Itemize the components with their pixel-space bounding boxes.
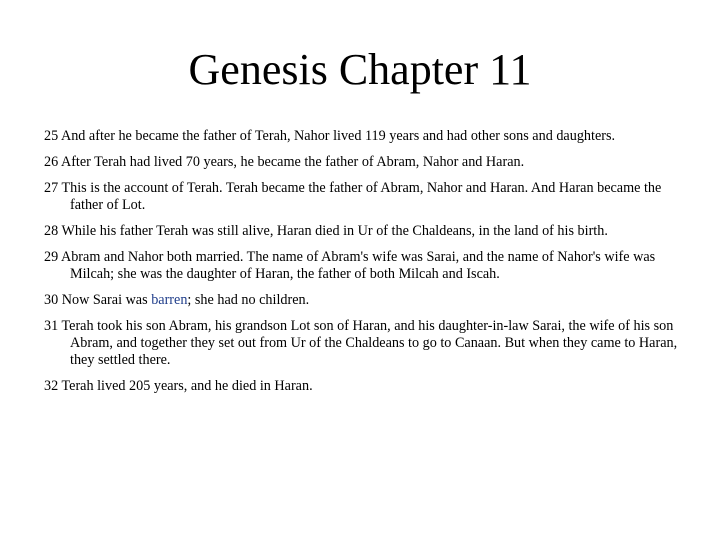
verse-number: 28	[44, 223, 59, 239]
verse-number: 26	[44, 154, 59, 170]
verse-27	[44, 180, 684, 214]
verse-29	[44, 249, 684, 283]
verse-text: Terah took his son Abram, his grandson Lot son of Haran, and his daughter-in-law Sarai, the wife of his son Abram, and together they set out from Ur of the Chaldeans to go to Canaan. But when they came to Haran, they settled there.	[61, 318, 678, 368]
highlighted-word: barren	[151, 292, 188, 308]
verse-26	[44, 154, 684, 171]
verse-number: 31	[44, 318, 59, 334]
verse-number: 30	[44, 292, 59, 308]
verse-number: 25	[44, 128, 59, 144]
verse-number: 32	[44, 378, 59, 394]
verse-text: This is the account of Terah. Terah became the father of Abram, Nahor and Haran. And Haran became the father of Lot.	[61, 180, 662, 213]
slide-title: Genesis Chapter 11	[188, 45, 532, 94]
verse-text: Terah lived 205 years, and he died in Haran.	[61, 378, 313, 394]
verse-number: 27	[44, 180, 59, 196]
verse-list	[44, 128, 684, 404]
verse-text: And after he became the father of Terah, Nahor lived 119 years and had other sons and daughters.	[60, 128, 616, 144]
verse-25	[44, 128, 684, 145]
verse-text: Abram and Nahor both married. The name of Abram's wife was Sarai, and the name of Nahor's wife was Milcah; she was the daughter of Haran, the father of both Milcah and Iscah.	[60, 249, 656, 282]
verse-32	[44, 378, 684, 395]
verse-31	[44, 318, 684, 369]
verse-text: After Terah had lived 70 years, he became the father of Abram, Nahor and Haran.	[60, 154, 525, 170]
verse-text-after: ; she had no children.	[187, 292, 310, 308]
verse-28	[44, 223, 684, 240]
verse-text-before: Now Sarai was	[61, 292, 148, 308]
verse-text: While his father Terah was still alive, Haran died in Ur of the Chaldeans, in the land of his birth.	[61, 223, 608, 239]
verse-number: 29	[44, 249, 59, 265]
verse-30	[44, 292, 684, 309]
